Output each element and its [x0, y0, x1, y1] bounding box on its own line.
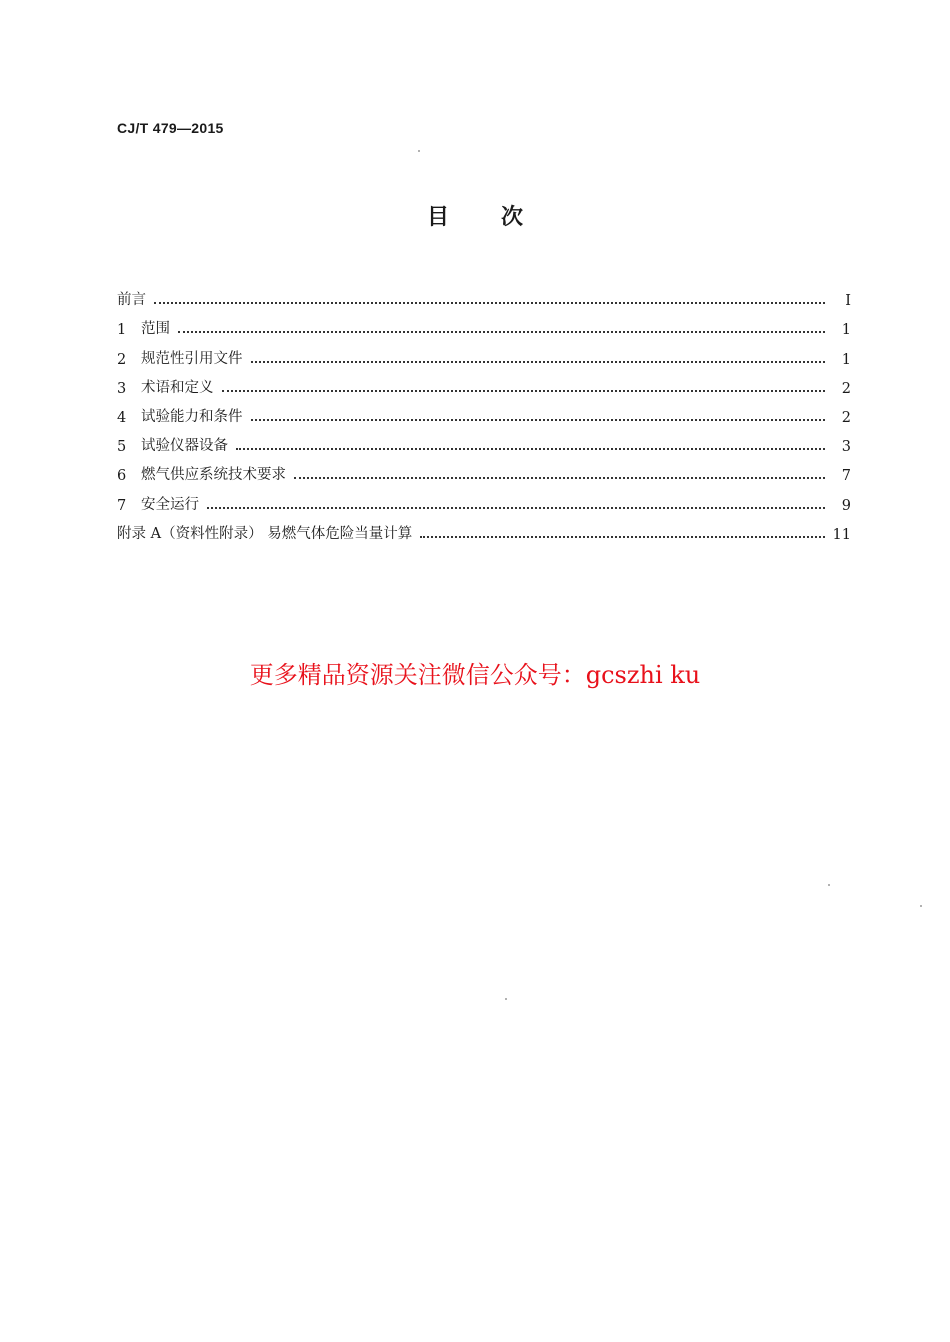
toc-entry-page: 1 — [841, 351, 851, 368]
promo-watermark-text: 更多精品资源关注微信公众号：gcszhi ku — [249, 661, 701, 689]
toc-entry-7[interactable] — [117, 484, 851, 513]
toc-leader-dots — [294, 477, 825, 479]
scan-speck — [920, 905, 922, 907]
toc-entry-4[interactable] — [117, 397, 851, 426]
toc-entry-label: 附录 A（资料性附录） 易燃气体危险当量计算 — [117, 525, 413, 542]
scan-speck — [505, 998, 507, 1000]
toc-entry-foreword[interactable] — [117, 280, 851, 309]
toc-entry-label: 燃气供应系统技术要求 — [141, 467, 286, 484]
toc-entry-number: 6 — [117, 468, 127, 485]
toc-entry-page: 11 — [832, 526, 851, 543]
toc-title-char-1: 目 — [426, 205, 449, 230]
toc-entry-label: 试验能力和条件 — [141, 408, 243, 425]
toc-entry-5[interactable] — [117, 426, 851, 455]
toc-entry-page: 9 — [841, 497, 851, 514]
toc-entry-page: I — [845, 293, 851, 310]
toc-leader-dots — [207, 507, 825, 509]
toc-leader-dots — [251, 361, 826, 363]
toc-leader-dots — [236, 448, 825, 450]
toc-entry-label: 试验仪器设备 — [141, 438, 228, 455]
toc-entry-page: 7 — [841, 468, 851, 485]
toc-leader-dots — [222, 390, 826, 392]
toc-entry-annex-a[interactable] — [117, 514, 851, 543]
toc-leader-dots — [251, 419, 826, 421]
toc-entry-number: 5 — [117, 439, 127, 456]
toc-entry-number: 2 — [117, 351, 127, 368]
toc-entry-label: 前言 — [117, 292, 146, 309]
toc-leader-dots — [420, 536, 825, 538]
toc-entry-2[interactable] — [117, 338, 851, 367]
toc-entry-6[interactable] — [117, 455, 851, 484]
toc-entry-number: 3 — [117, 380, 127, 397]
toc-entry-page: 1 — [841, 322, 851, 339]
toc-entry-label: 范围 — [141, 321, 170, 338]
toc-entry-1[interactable] — [117, 309, 851, 338]
toc-leader-dots — [154, 302, 825, 304]
toc-entry-number: 1 — [117, 322, 127, 339]
toc-entry-3[interactable] — [117, 368, 851, 397]
scan-speck — [828, 884, 830, 886]
toc-entry-label: 术语和定义 — [141, 379, 214, 396]
toc-leader-dots — [178, 331, 825, 333]
toc-entry-label: 安全运行 — [141, 496, 199, 513]
toc-entry-page: 2 — [841, 409, 851, 426]
toc-entry-page: 2 — [841, 380, 851, 397]
toc-entry-number: 7 — [117, 497, 127, 514]
toc-entry-label: 规范性引用文件 — [141, 350, 243, 367]
scan-speck — [418, 150, 420, 152]
toc-title-char-2: 次 — [501, 205, 524, 230]
standard-code: CJ/T 479—2015 — [117, 120, 224, 136]
toc-title — [0, 200, 950, 231]
toc-entry-number: 4 — [117, 409, 127, 426]
table-of-contents — [117, 280, 851, 543]
toc-entry-page: 3 — [841, 439, 851, 456]
